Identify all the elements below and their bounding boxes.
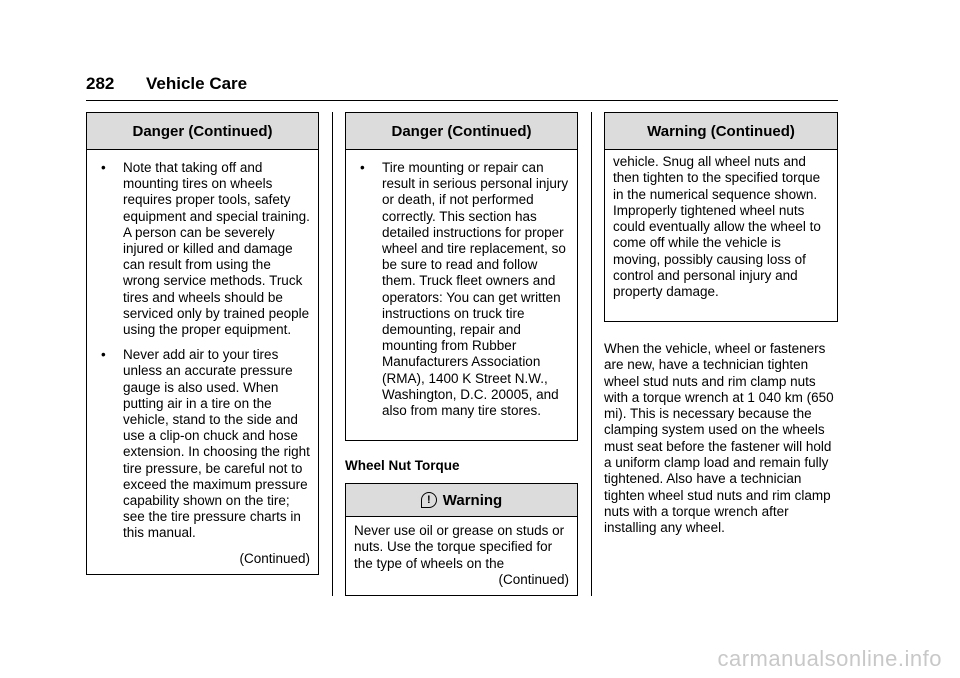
list-item [95, 347, 310, 541]
body-paragraph: When the vehicle, wheel or fasteners are new, have a technician tighten wheel stud nuts and rim clamp nuts with a torque wrench at 1 040 km (650 mi). This is necessary because the clamping system used on the wheels must seat before the fastener will hold a uniform clamp load and remain fully tightened. Also have a technician tighten wheel stud nuts and rim clamp nuts with a torque wrench after installing any wheel. [604, 341, 834, 536]
danger-box-1 [86, 112, 319, 575]
continued-label: (Continued) [498, 571, 569, 587]
page-number: 282 [86, 74, 115, 93]
warning-text: Never use oil or grease on studs or nuts. Use the torque specified for the type of wheels on the [354, 523, 565, 571]
danger-box-title: Danger (Continued) [346, 113, 577, 150]
warning-title: Warning [442, 491, 503, 509]
warning-box-header [346, 484, 577, 517]
watermark: carmanualsonline.info [717, 646, 942, 671]
bullet-mark: • [101, 160, 106, 175]
warning-continued-box [604, 112, 838, 322]
bullet-mark: • [101, 347, 106, 363]
section-subheading: Wheel Nut Torque [345, 458, 460, 473]
list-item [95, 160, 310, 338]
bullet-text: Never add air to your tires unless an accurate pressure gauge is also used. When putting air in a tire on the vehicle, stand to the side and use a clip-on chuck and hose extension. In choosing the right tire pressure, be careful not to exceed the maximum pressure capability shown on the tire; see the tire pressure charts in this manual. [123, 347, 310, 541]
continued-label: (Continued) [239, 550, 310, 566]
page-header [86, 72, 838, 101]
warning-text: vehicle. Snug all wheel nuts and then tighten to the specified torque in the numerical sequence shown. Improperly tightened wheel nuts could eventually allow the wheel to come off while the vehicle is moving, possibly causing loss of control and personal injury and property damage. [613, 154, 821, 300]
danger-box-title: Danger (Continued) [87, 113, 318, 150]
bullet-mark: • [360, 160, 365, 175]
column-divider [332, 112, 333, 596]
section-title: Vehicle Care [146, 74, 248, 93]
warning-box-title: Warning (Continued) [605, 113, 837, 150]
warning-box [345, 483, 578, 596]
bullet-text: Tire mounting or repair can result in serious personal injury or death, if not performed correctly. This section has detailed instructions for proper wheel and tire replacement, so be sure to read and follow them. Truck fleet owners and operators: You can get written instructions on truck tire demounting, repair and mounting from Rubber Manufacturers Association (RMA), 1400 K Street N.W., Washington, D.C. 20005, and also from many tire stores. [382, 160, 569, 419]
warning-icon: ! [421, 492, 437, 508]
bullet-text: Note that taking off and mounting tires on wheels requires proper tools, safety equipment and special training. A person can be severely injured or killed and damage can result from using the wrong service methods. Truck tires and wheels should be serviced only by trained people using the proper equipment. [123, 160, 310, 338]
danger-box-2 [345, 112, 578, 441]
column-divider [591, 112, 592, 596]
list-item [354, 160, 569, 419]
